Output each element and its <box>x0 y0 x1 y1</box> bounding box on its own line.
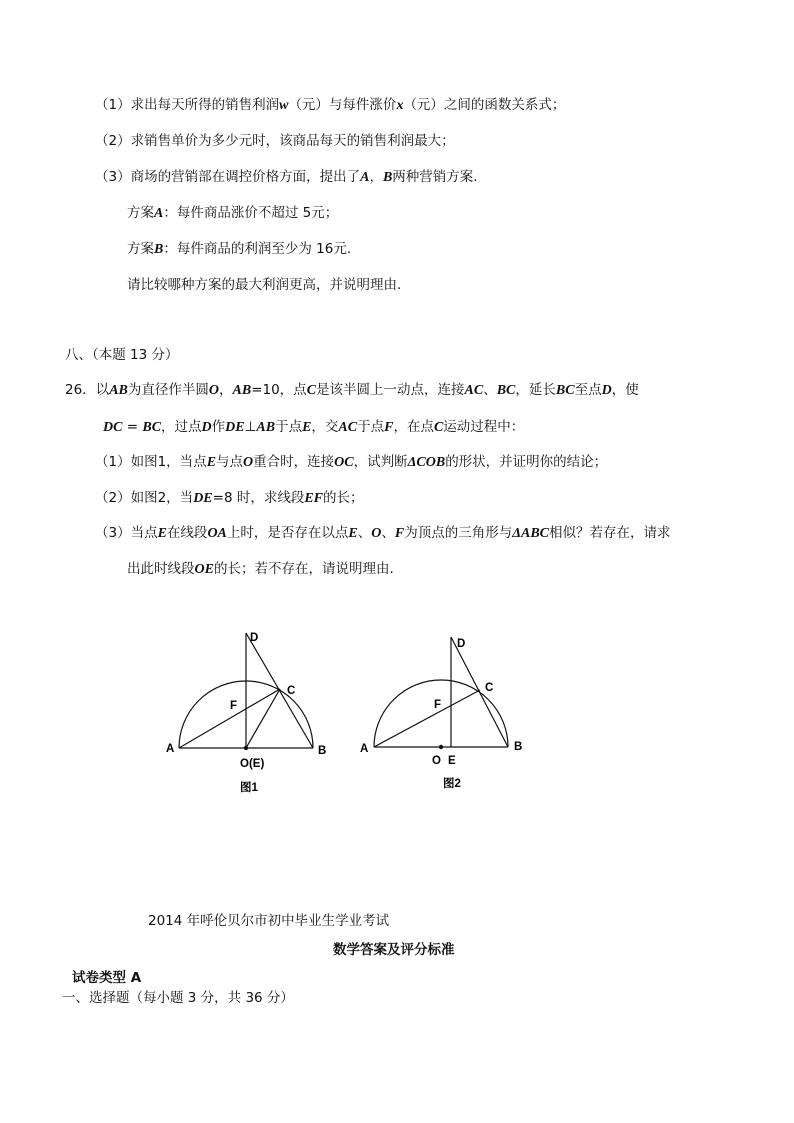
q26-part3-cont: 出此时线段OE的长；若不存在，请说明理由. <box>127 561 394 577</box>
fig2-label-o: O <box>432 755 441 767</box>
fig2-segment-ac <box>374 690 480 747</box>
fig2-segment-db <box>451 637 508 747</box>
fig1-label-d: D <box>250 632 259 644</box>
fig1-label-a: A <box>166 743 175 755</box>
fig2-label-f: F <box>434 699 442 711</box>
q26-part2: （2）如图2，当DE=8 时，求线段EF的长； <box>95 490 364 506</box>
fig1-label-f: F <box>230 700 238 712</box>
q25-part1: （1）求出每天所得的销售利润w（元）与每件涨价x（元）之间的函数关系式； <box>95 97 566 113</box>
section-1-heading: 一、选择题（每小题 3 分，共 36 分） <box>62 990 294 1006</box>
fig2-label-d: D <box>457 638 466 650</box>
q25-plan-a: 方案A：每件商品涨价不超过 5元； <box>127 205 339 221</box>
fig2-point-o <box>439 745 443 749</box>
fig2-label-a: A <box>360 743 369 755</box>
q25-part2: （2）求销售单价为多少元时，该商品每天的销售利润最大； <box>95 133 455 149</box>
fig1-caption: 图1 <box>240 782 258 794</box>
q25-part3: （3）商场的营销部在调控价格方面，提出了A，B两种营销方案. <box>95 169 478 185</box>
q25-plan-b: 方案B：每件商品的利润至少为 16元. <box>127 241 352 257</box>
q25-compare: 请比较哪种方案的最大利润更高，并说明理由. <box>127 277 402 293</box>
fig1-label-b: B <box>318 745 327 757</box>
q26-part1: （1）如图1，当点E与点O重合时，连接OC，试判断ΔCOB的形状，并证明你的结论； <box>95 454 608 470</box>
answer-title: 2014 年呼伦贝尔市初中毕业生学业考试 <box>148 913 390 929</box>
fig2-label-c: C <box>485 682 494 694</box>
fig1-label-c: C <box>287 685 296 697</box>
q26-part3: （3）当点E在线段OA上时，是否存在以点E、O、F为顶点的三角形与ΔABC相似？若存在，请求 <box>95 525 671 541</box>
paper-type: 试卷类型 A <box>72 970 142 986</box>
fig2-caption: 图2 <box>443 778 461 790</box>
section-8-heading: 八、（本题 13 分） <box>65 347 179 363</box>
fig2-label-b: B <box>514 741 523 753</box>
q26-line1: 26．以AB为直径作半圆O，AB=10，点C是该半圆上一动点，连接AC、BC，延长BC至点D，使 <box>65 382 639 398</box>
q26-line2: DC = BC，过点D作DE⊥AB于点E，交AC于点F，在点C运动过程中： <box>103 419 525 435</box>
answer-subtitle: 数学答案及评分标准 <box>333 942 455 958</box>
fig1-label-o: O(E) <box>240 758 265 770</box>
fig2-label-e: E <box>448 755 456 767</box>
